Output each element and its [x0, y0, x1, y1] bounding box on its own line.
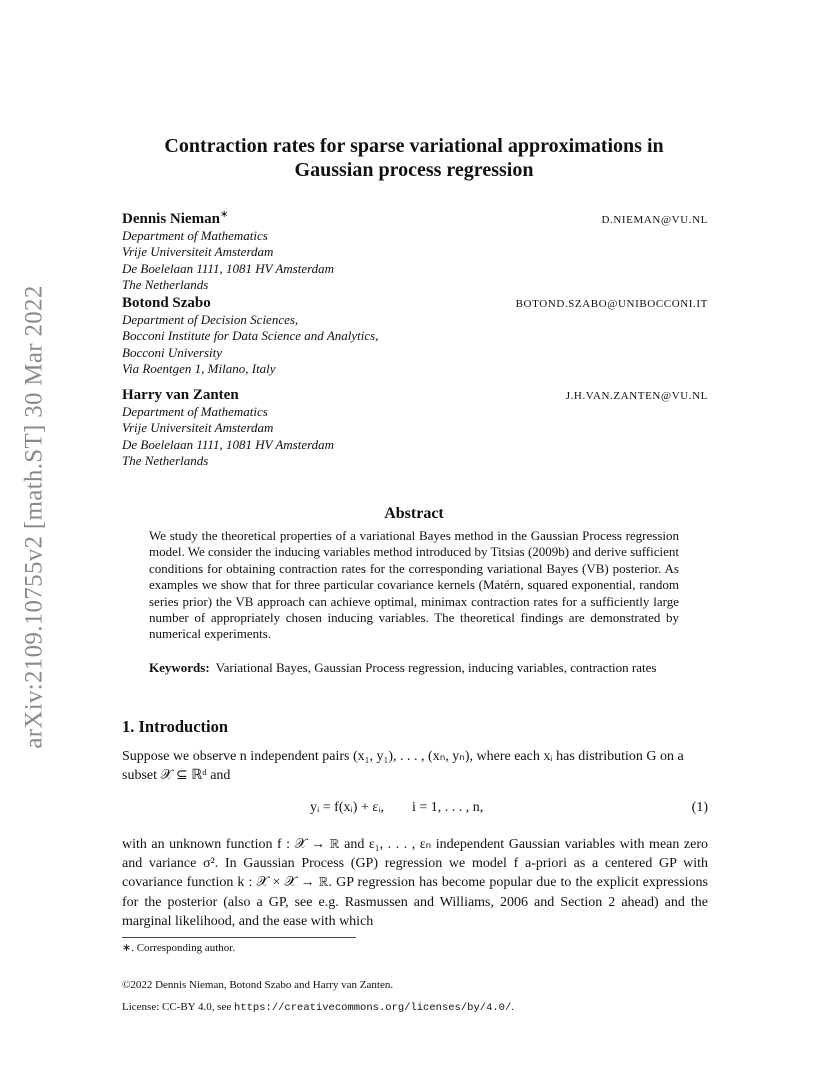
author-block-3: [122, 386, 708, 469]
intro-paragraph-1: Suppose we observe n independent pairs (x₁, y₁), . . . , (xₙ, yₙ), where each xᵢ has distribution G on a subset 𝒳 ⊆ ℝᵈ and: [122, 749, 684, 783]
license-suffix: .: [511, 1001, 515, 1013]
arxiv-identifier-sidebar: [14, 262, 56, 772]
author-email[interactable]: D.NIEMAN@VU.NL: [601, 214, 708, 226]
affiliation-line: The Netherlands: [122, 452, 209, 468]
license-prefix: License: CC-BY 4.0, see: [122, 1001, 235, 1013]
affiliation-line: Bocconi University: [122, 344, 222, 360]
license-link[interactable]: https://creativecommons.org/licenses/by/4.0/: [234, 1002, 512, 1014]
affiliation-line: Via Roentgen 1, Milano, Italy: [122, 360, 276, 376]
author-name: Harry van Zanten: [122, 387, 239, 403]
keywords: [149, 660, 679, 676]
intro-paragraph-2: with an unknown function f : 𝒳 → ℝ and ε₁, . . . , εₙ independent Gaussian variables with mean zero and variance σ². In Gaussian Process (GP) regression we model f a-priori as a centered GP with covariance function k : 𝒳 × 𝒳 → ℝ. GP regression has become popular due to the explicit expressions for the posterior (also a GP, see e.g. Rasmussen and Williams, 2006 and Section 2 ahead) and the marginal likelihood, and the ease with which: [122, 837, 708, 929]
author-name: Botond Szabo: [122, 295, 211, 311]
copyright-notice: ©2022 Dennis Nieman, Botond Szabo and Harry van Zanten.: [122, 979, 394, 991]
affiliation-line: Bocconi Institute for Data Science and Analytics,: [122, 328, 379, 344]
abstract-heading: Abstract: [384, 505, 444, 522]
affiliation-line: Vrije Universiteit Amsterdam: [122, 420, 274, 436]
title-line-2: Gaussian process regression: [294, 159, 534, 181]
affiliation-line: Department of Decision Sciences,: [122, 312, 299, 327]
affiliation-line: Department of Mathematics: [122, 228, 268, 243]
license-notice: [122, 1001, 514, 1014]
keywords-text: Variational Bayes, Gaussian Process regression, inducing variables, contraction rates: [215, 660, 657, 675]
affiliation-line: De Boelelaan 1111, 1081 HV Amsterdam: [122, 436, 335, 452]
corresponding-author-mark: ∗: [219, 209, 229, 220]
paper-title: [100, 134, 728, 182]
author-block-2: [122, 294, 708, 377]
abstract-text: We study the theoretical properties of a variational Bayes method in the Gaussian Process regression model. We consider the inducing variables method introduced by Titsias (2009b) and derive sufficient conditions for obtaining contraction rates for the corresponding variational Bayes (VB) posterior. As examples we show that for three particular covariance kernels (Matérn, squared exponential, random series prior) the VB approach can achieve optimal, minimax contraction rates for a sufficiently large number of appropriately chosen inducing variables. The theoretical findings are demonstrated by numerical experiments.: [149, 528, 679, 642]
affiliation-line: The Netherlands: [122, 276, 209, 292]
equation-number: (1): [691, 800, 708, 815]
footnote: ∗. Corresponding author.: [122, 942, 236, 954]
author-affiliation: [122, 228, 708, 293]
section-heading: 1. Introduction: [122, 717, 229, 736]
author-affiliation: [122, 312, 708, 377]
arxiv-identifier-text: arXiv:2109.10755v2 [math.ST] 30 Mar 2022: [21, 285, 48, 749]
footnote-divider: [122, 937, 356, 938]
author-name-container: [122, 206, 228, 228]
author-email[interactable]: BOTOND.SZABO@UNIBOCCONI.IT: [515, 298, 708, 310]
author-block-1: [122, 206, 708, 293]
author-affiliation: [122, 404, 708, 469]
author-name: Dennis Nieman: [122, 211, 220, 227]
title-line-1: Contraction rates for sparse variational approximations in: [164, 135, 664, 157]
equation: yᵢ = f(xᵢ) + εᵢ, i = 1, . . . , n,: [310, 800, 484, 815]
affiliation-line: Department of Mathematics: [122, 404, 268, 419]
author-email[interactable]: J.H.VAN.ZANTEN@VU.NL: [565, 390, 708, 402]
keywords-label: Keywords:: [149, 660, 210, 675]
affiliation-line: De Boelelaan 1111, 1081 HV Amsterdam: [122, 260, 335, 276]
affiliation-line: Vrije Universiteit Amsterdam: [122, 244, 274, 260]
